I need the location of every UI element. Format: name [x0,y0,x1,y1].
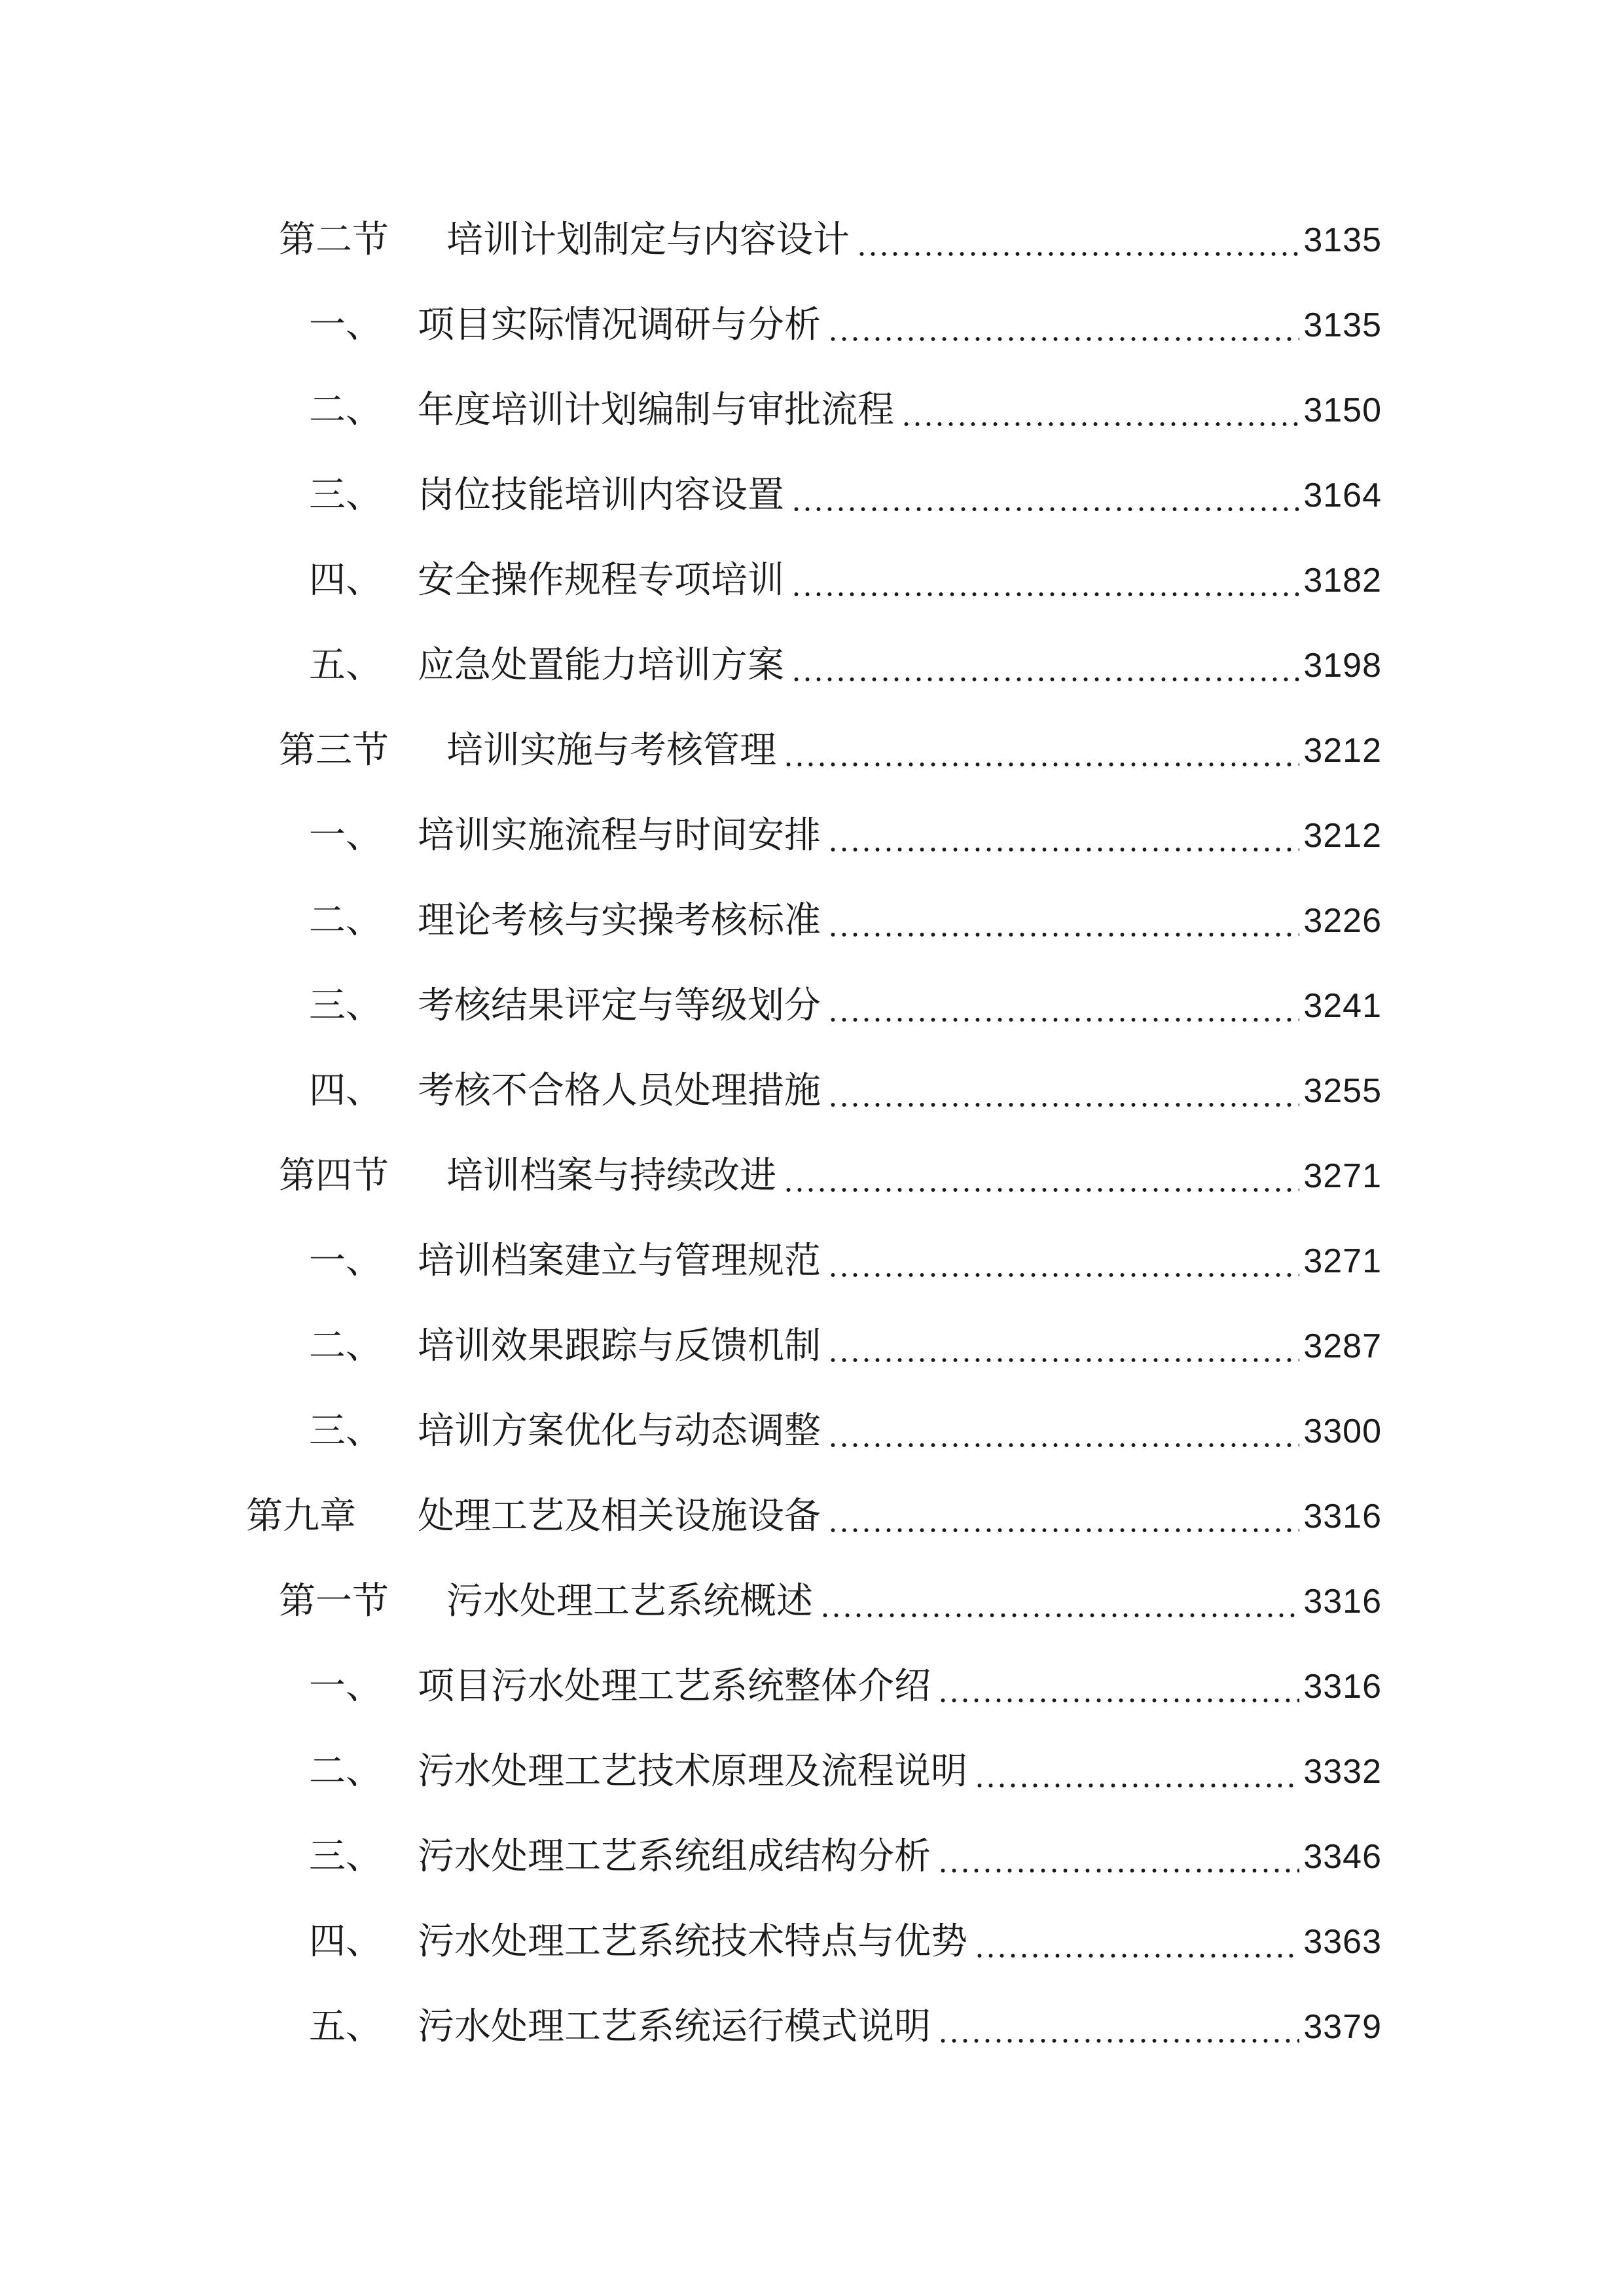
toc-entry-item[interactable] [309,1742,1382,1801]
entry-label: 第一节 [279,1580,389,1623]
entry-page-number: 3271 [1303,1157,1382,1195]
entry-title: 培训档案与持续改进 [446,1155,776,1197]
toc-entry-section-3[interactable] [279,721,1382,780]
entry-page-number: 3316 [1303,1668,1382,1706]
entry-page-number: 3182 [1303,562,1382,600]
dot-leader [937,1657,1299,1716]
toc-entry-item[interactable] [309,891,1382,950]
toc-entry-item[interactable] [309,636,1382,695]
entry-page-number: 3316 [1303,1583,1382,1621]
dot-leader [856,211,1299,270]
entry-label: 第九章 [246,1495,356,1537]
entry-title: 考核不合格人员处理措施 [418,1069,821,1112]
toc-entry-section-2[interactable] [279,211,1382,270]
dot-leader [791,551,1299,610]
entry-label: 第二节 [279,219,389,261]
toc-entry-item[interactable] [309,466,1382,525]
dot-leader [901,381,1299,440]
entry-title: 污水处理工艺系统技术特点与优势 [418,1920,967,1963]
dot-leader [820,1572,1299,1631]
toc-entry-item[interactable] [309,1062,1382,1121]
toc-entry-item[interactable] [309,1998,1382,2056]
entry-title: 培训实施流程与时间安排 [418,814,821,857]
entry-title: 培训实施与考核管理 [446,729,776,772]
dot-leader [791,636,1299,695]
dot-leader [937,1827,1299,1886]
entry-label: 三、 [309,1835,382,1878]
entry-page-number: 3135 [1303,221,1382,259]
entry-page-number: 3255 [1303,1072,1382,1110]
entry-page-number: 3363 [1303,1923,1382,1961]
entry-title: 污水处理工艺系统运行模式说明 [418,2005,931,2048]
entry-page-number: 3164 [1303,476,1382,514]
toc-entry-item[interactable] [309,296,1382,355]
entry-page-number: 3150 [1303,391,1382,429]
entry-label: 四、 [309,1069,382,1112]
entry-page-number: 3226 [1303,902,1382,940]
entry-page-number: 3135 [1303,306,1382,344]
toc-entry-section-1[interactable] [279,1572,1382,1631]
toc-entry-item[interactable] [309,1402,1382,1461]
dot-leader [827,1062,1299,1121]
entry-label: 二、 [309,899,382,942]
entry-title: 培训档案建立与管理规范 [418,1240,821,1282]
dot-leader [783,1147,1299,1206]
toc-entry-item[interactable] [309,1317,1382,1376]
entry-page-number: 3332 [1303,1753,1382,1791]
dot-leader [827,1317,1299,1376]
entry-label: 三、 [309,474,382,516]
entry-label: 三、 [309,984,382,1027]
toc-entry-section-4[interactable] [279,1147,1382,1206]
entry-title: 培训效果跟踪与反馈机制 [418,1325,821,1367]
toc-entry-item[interactable] [309,806,1382,865]
entry-title: 安全操作规程专项培训 [418,559,784,601]
entry-label: 一、 [309,1665,382,1708]
entry-title: 应急处置能力培训方案 [418,644,784,687]
dot-leader [791,466,1299,525]
entry-page-number: 3316 [1303,1498,1382,1535]
entry-title: 污水处理工艺系统组成结构分析 [418,1835,931,1878]
dot-leader [827,1402,1299,1461]
toc-entry-item[interactable] [309,1827,1382,1886]
entry-label: 四、 [309,1920,382,1963]
entry-label: 第四节 [279,1155,389,1197]
entry-label: 一、 [309,1240,382,1282]
entry-title: 培训方案优化与动态调整 [418,1410,821,1452]
toc-entry-item[interactable] [309,1232,1382,1291]
entry-label: 二、 [309,1325,382,1367]
entry-label: 第三节 [279,729,389,772]
entry-title: 理论考核与实操考核标准 [418,899,821,942]
entry-title: 年度培训计划编制与审批流程 [418,389,894,431]
entry-title: 考核结果评定与等级划分 [418,984,821,1027]
toc-entry-item[interactable] [309,1912,1382,1971]
entry-page-number: 3212 [1303,817,1382,855]
dot-leader [974,1912,1299,1971]
entry-title: 培训计划制定与内容设计 [446,219,850,261]
entry-title: 污水处理工艺系统概述 [446,1580,813,1623]
toc-entry-item[interactable] [309,1657,1382,1716]
entry-label: 二、 [309,1750,382,1793]
entry-label: 一、 [309,304,382,346]
entry-label: 一、 [309,814,382,857]
entry-title: 项目污水处理工艺系统整体介绍 [418,1665,931,1708]
dot-leader [783,721,1299,780]
dot-leader [827,296,1299,355]
entry-title: 处理工艺及相关设施设备 [418,1495,821,1537]
entry-title: 项目实际情况调研与分析 [418,304,821,346]
entry-label: 五、 [309,644,382,687]
dot-leader [827,891,1299,950]
dot-leader [827,806,1299,865]
toc-entry-item[interactable] [309,551,1382,610]
dot-leader [827,1487,1299,1546]
entry-label: 五、 [309,2005,382,2048]
entry-label: 三、 [309,1410,382,1452]
dot-leader [937,1998,1299,2056]
entry-page-number: 3241 [1303,987,1382,1025]
toc-entry-chapter-9[interactable] [246,1487,1382,1546]
entry-title: 岗位技能培训内容设置 [418,474,784,516]
entry-page-number: 3198 [1303,647,1382,685]
toc-entry-item[interactable] [309,381,1382,440]
dot-leader [827,1232,1299,1291]
toc-entry-item[interactable] [309,977,1382,1035]
entry-page-number: 3346 [1303,1838,1382,1876]
dot-leader [827,977,1299,1035]
entry-page-number: 3271 [1303,1242,1382,1280]
entry-page-number: 3287 [1303,1327,1382,1365]
entry-label: 二、 [309,389,382,431]
entry-title: 污水处理工艺技术原理及流程说明 [418,1750,967,1793]
entry-page-number: 3212 [1303,732,1382,770]
dot-leader [974,1742,1299,1801]
entry-page-number: 3300 [1303,1412,1382,1450]
entry-page-number: 3379 [1303,2008,1382,2046]
entry-label: 四、 [309,559,382,601]
